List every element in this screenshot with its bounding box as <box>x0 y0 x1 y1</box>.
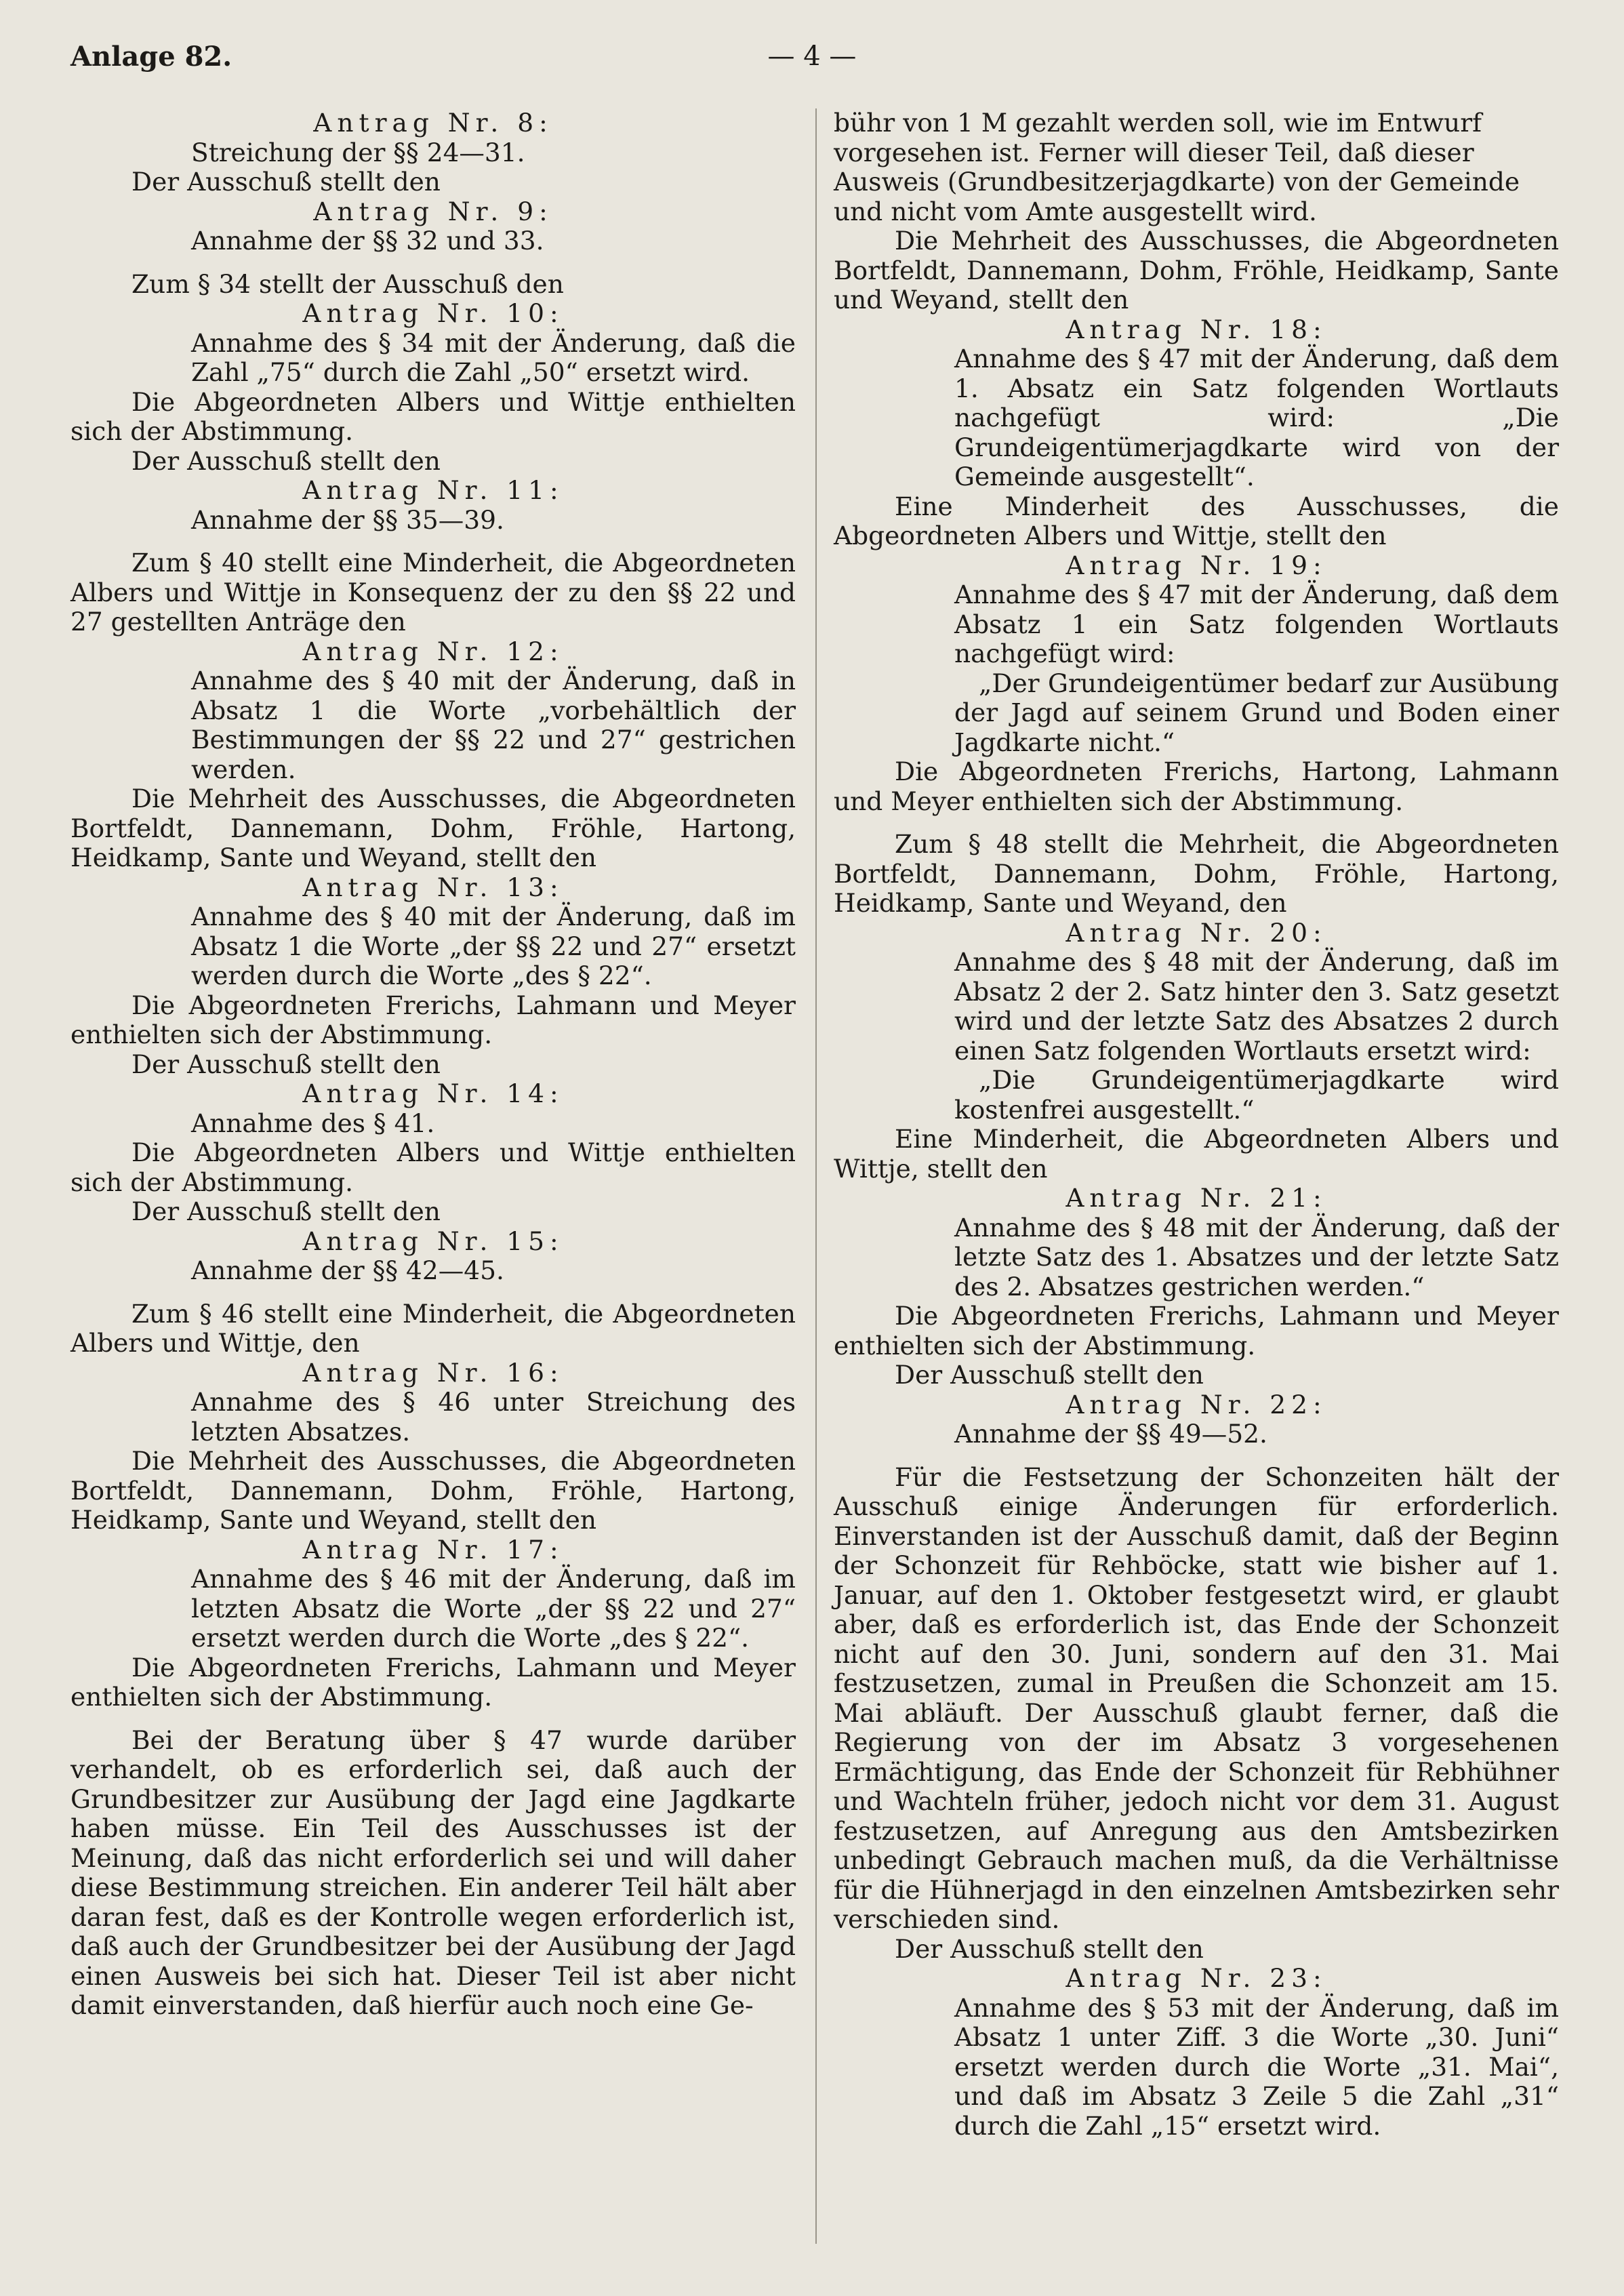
motion-heading: Antrag Nr. 20: <box>1065 917 1327 948</box>
motion-text: Annahme des § 53 mit der Änderung, daß im Absatz 1 unter Ziff. 3 die Worte „30. Juni“ ersetzt werden durch die Worte „31. Mai“, und daß im Absatz 3 Zeile 5 die Zahl „31“ durch die Zahl „15“ ersetzt wird. <box>954 1992 1559 2141</box>
motion-text: Annahme des § 40 mit der Änderung, daß in Absatz 1 die Worte „vorbehältlich der Bestimmungen der §§ 22 und 27“ gestrichen werden. <box>191 666 796 784</box>
motion-heading: Antrag Nr. 19: <box>1065 550 1327 580</box>
motion-text: Annahme des § 47 mit der Änderung, daß dem 1. Absatz ein Satz folgenden Wortlauts nachgefügt wird: „Die Grundeigentümerjagdkarte wird von der Gemeinde ausgestellt“. <box>954 344 1559 491</box>
motion-text: Annahme der §§ 35—39. <box>191 504 504 535</box>
motion-heading: Antrag Nr. 13: <box>302 872 564 902</box>
motion-text: Annahme der §§ 32 und 33. <box>191 226 544 256</box>
paragraph: Die Mehrheit des Ausschusses, die Abgeordneten Bortfeldt, Dannemann, Dohm, Fröhle, Hartong, Heidkamp, Sante und Weyand, stellt den <box>70 1446 796 1535</box>
motion-heading: Antrag Nr. 16: <box>302 1357 564 1388</box>
paragraph: Die Abgeordneten Frerichs, Hartong, Lahmann und Meyer enthielten sich der Abstimmung. <box>834 757 1559 816</box>
motion-text: Annahme des § 48 mit der Änderung, daß im Absatz 2 der 2. Satz hinter den 3. Satz gesetzt wird und der letzte Satz des Absatzes 2 durch einen Satz folgenden Wortlauts ersetzt wird: <box>954 947 1559 1066</box>
paragraph: Für die Festsetzung der Schonzeiten hält der Ausschuß einige Änderungen für erforderlich. Einverstanden ist der Ausschuß damit, daß der Beginn der Schonzeit für Rehböcke, statt wie bisher auf 1. Januar, auf den 1. Oktober festgesetzt wird, er glaubt aber, daß es erforderlich ist, das Ende der Schonzeit nicht auf den 30. Juni, sondern auf den 31. Mai festzusetzen, zumal in Preußen die Schonzeit am 15. Mai abläuft. Der Ausschuß glaubt ferner, daß die Regierung von der im Absatz 3 vorgesehenen Ermächtigung, das Ende der Schonzeit für Rebhühner und Wachteln früher, jedoch nicht vor dem 31. August festzusetzen, auf Anregung aus den Amtsbezirken unbedingt Gebrauch machen muß, da die Verhältnisse für die Hühnerjagd in den einzelnen Amtsbezirken sehr verschieden sind. <box>834 1462 1559 1934</box>
right-column <box>834 108 1559 2141</box>
paragraph: Zum § 46 stellt eine Minderheit, die Abgeordneten Albers und Wittje, den <box>70 1298 796 1358</box>
motion-text: Annahme des § 46 unter Streichung des letzten Absatzes. <box>191 1387 796 1447</box>
paragraph: Der Ausschuß stellt den <box>131 1196 441 1226</box>
motion-heading: Antrag Nr. 18: <box>1065 314 1327 344</box>
motion-heading: Antrag Nr. 17: <box>302 1534 564 1565</box>
motion-text: Annahme des § 48 mit der Änderung, daß der letzte Satz des 1. Absatzes und der letzte Satz des 2. Absatzes gestrichen werden.“ <box>954 1212 1559 1302</box>
motion-text: Annahme des § 47 mit der Änderung, daß dem Absatz 1 ein Satz folgenden Wortlauts nachgefügt wird: <box>954 580 1559 668</box>
page-header <box>70 41 1554 81</box>
paragraph: Zum § 48 stellt die Mehrheit, die Abgeordneten Bortfeldt, Dannemann, Dohm, Fröhle, Hartong, Heidkamp, Sante und Weyand, den <box>834 829 1559 918</box>
left-column <box>70 108 796 2021</box>
paragraph: Die Abgeordneten Albers und Wittje enthielten sich der Abstimmung. <box>70 386 796 446</box>
motion-heading: Antrag Nr. 11: <box>302 475 564 505</box>
motion-heading: Antrag Nr. 10: <box>302 298 564 328</box>
motion-text: Annahme der §§ 42—45. <box>191 1255 504 1285</box>
page-number: — 4 — <box>767 41 857 72</box>
paragraph: Die Mehrheit des Ausschusses, die Abgeordneten Bortfeldt, Dannemann, Dohm, Fröhle, Hartong, Heidkamp, Sante und Weyand, stellt den <box>70 784 796 872</box>
paragraph: Der Ausschuß stellt den <box>131 445 441 476</box>
motion-text: Streichung der §§ 24—31. <box>191 137 525 167</box>
motion-text: Annahme des § 40 mit der Änderung, daß im Absatz 1 die Worte „der §§ 22 und 27“ ersetzt werden durch die Worte „des § 22“. <box>191 902 796 990</box>
paragraph: Der Ausschuß stellt den <box>131 167 441 197</box>
paragraph: Die Abgeordneten Albers und Wittje enthielten sich der Abstimmung. <box>70 1137 796 1197</box>
motion-text: Annahme des § 41. <box>191 1108 435 1138</box>
paragraph: Die Abgeordneten Frerichs, Lahmann und Meyer enthielten sich der Abstimmung. <box>70 1652 796 1712</box>
paragraph: Die Abgeordneten Frerichs, Lahmann und Meyer enthielten sich der Abstimmung. <box>834 1301 1559 1361</box>
quoted-text: „Die Grundeigentümerjagdkarte wird kostenfrei ausgestellt.“ <box>954 1065 1559 1125</box>
paragraph: Zum § 40 stellt eine Minderheit, die Abgeordneten Albers und Wittje in Konsequenz der zu den §§ 22 und 27 gestellten Anträge den <box>70 548 796 637</box>
paragraph: Bei der Beratung über § 47 wurde darüber verhandelt, ob es erforderlich sei, daß auch der Grundbesitzer zur Ausübung der Jagd eine Jagdkarte haben müsse. Ein Teil des Ausschusses ist der Meinung, daß das nicht erforderlich sei und will daher diese Bestimmung streichen. Ein anderer Teil hält aber daran fest, daß es der Kontrolle wegen erforderlich ist, daß auch der Grundbesitzer bei der Ausübung der Jagd einen Ausweis bei sich hat. Dieser Teil ist aber nicht damit einverstanden, daß hierfür auch noch eine Ge- <box>70 1725 796 2020</box>
paragraph: Der Ausschuß stellt den <box>131 1049 441 1079</box>
paragraph: Der Ausschuß stellt den <box>895 1360 1204 1390</box>
motion-heading: Antrag Nr. 9: <box>313 196 553 226</box>
motion-heading: Antrag Nr. 15: <box>302 1226 564 1256</box>
motion-heading: Antrag Nr. 12: <box>302 636 564 666</box>
motion-heading: Antrag Nr. 21: <box>1065 1183 1327 1213</box>
paragraph: Eine Minderheit, die Abgeordneten Albers und Wittje, stellt den <box>834 1124 1559 1184</box>
paragraph: Eine Minderheit des Ausschusses, die Abgeordneten Albers und Wittje, stellt den <box>834 491 1559 550</box>
paragraph: Die Abgeordneten Frerichs, Lahmann und Meyer enthielten sich der Abstimmung. <box>70 990 796 1049</box>
motion-heading: Antrag Nr. 23: <box>1065 1963 1327 1993</box>
motion-text: Annahme der §§ 49—52. <box>954 1419 1267 1449</box>
paragraph: bühr von 1 M gezahlt werden soll, wie im Entwurf vorgesehen ist. Ferner will dieser Teil, daß dieser Ausweis (Grundbesitzerjagdkarte) von der Gemeinde und nicht vom Amte ausgestellt wird. <box>834 108 1520 226</box>
motion-heading: Antrag Nr. 8: <box>313 108 553 138</box>
motion-heading: Antrag Nr. 22: <box>1065 1389 1327 1419</box>
motion-heading: Antrag Nr. 14: <box>302 1079 564 1108</box>
motion-text: Annahme des § 46 mit der Änderung, daß im letzten Absatz die Worte „der §§ 22 und 27“ ersetzt werden durch die Worte „des § 22“. <box>191 1564 796 1653</box>
column-divider <box>815 108 817 2244</box>
quoted-text: „Der Grundeigentümer bedarf zur Ausübung der Jagd auf seinem Grund und Boden einer Jagdkarte nicht.“ <box>954 668 1559 757</box>
paragraph: Die Mehrheit des Ausschusses, die Abgeordneten Bortfeldt, Dannemann, Dohm, Fröhle, Heidkamp, Sante und Weyand, stellt den <box>834 226 1559 315</box>
annex-label: Anlage 82. <box>70 41 232 73</box>
paragraph: Zum § 34 stellt der Ausschuß den <box>131 268 564 299</box>
paragraph: Der Ausschuß stellt den <box>895 1933 1204 1964</box>
motion-text: Annahme des § 34 mit der Änderung, daß die Zahl „75“ durch die Zahl „50“ ersetzt wird. <box>191 327 796 387</box>
